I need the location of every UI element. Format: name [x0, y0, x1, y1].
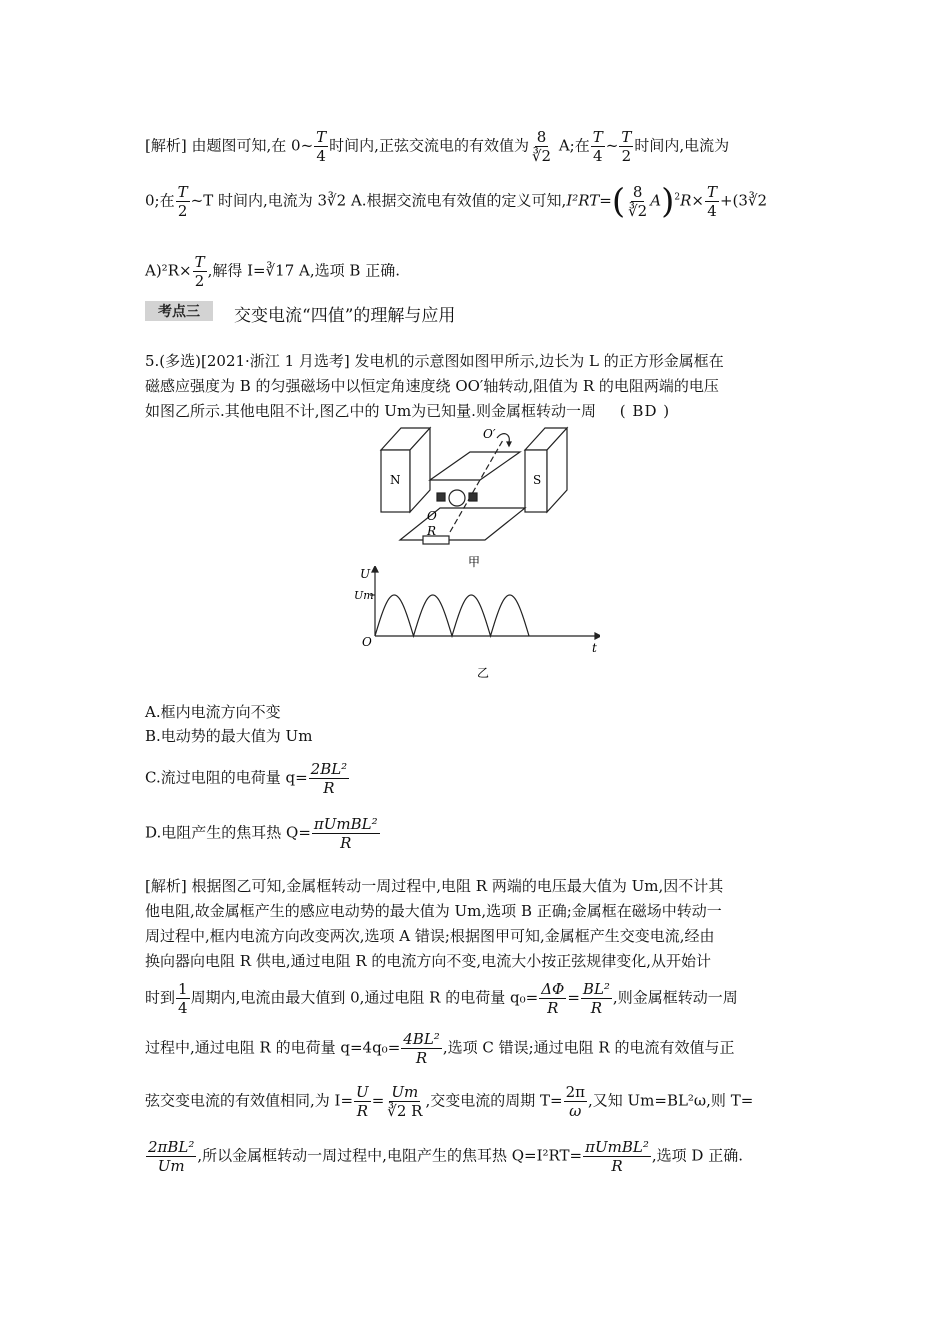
fraction-8-over-root2: $\frac{8}{∛2}$: [531, 128, 552, 165]
option-b: B.电动势的最大值为 Um: [145, 727, 313, 745]
um-label: Um: [354, 589, 374, 602]
answer: ( BD ): [619, 402, 671, 420]
origin-label: O: [362, 635, 372, 649]
u-axis-label: U: [360, 567, 371, 581]
analysis2-line8: $\frac{\text{2πBL²}}{Um}$ ,所以金属框转动一周过程中,电阻产生的焦耳热 Q=I²RT= $\frac{\text{πUmBL²}}{R}$ ,选项 D 正确.: [148, 1138, 743, 1175]
fraction-t-over-4: $\frac{T}{4}$: [316, 128, 327, 165]
t-axis-label: t: [592, 641, 597, 655]
question-line3: 如图乙所示.其他电阻不计,图乙中的 Um为已知量.则金属框转动一周 ( BD ): [145, 402, 671, 420]
o-label: O: [427, 509, 437, 523]
option-a: A.框内电流方向不变: [145, 703, 281, 721]
analysis2-line1: [解析] 根据图乙可知,金属框转动一周过程中,电阻 R 两端的电压最大值为 Um,因不计其: [145, 877, 724, 895]
analysis1-line3: A)²R× $\frac{T}{2}$ ,解得 I=∛17 A,选项 B 正确.: [145, 253, 400, 290]
option-c: C.流过电阻的电荷量 q= $\frac{\text{2BL²}}{R}$: [145, 760, 348, 797]
fraction-t-over-2b: $\frac{T}{2}$: [177, 183, 188, 220]
voltage-graph: [350, 566, 600, 686]
s-pole-label: S: [533, 473, 542, 487]
analysis1-line1: [解析] 由题图可知,在 0~ $\frac{T}{4}$ 时间内,正弦交流电的有效值为 $\frac{8}{∛2}$ A;在 $\frac{T}{4}$ ~ $\frac{T}{2}$ 时间内,电流为: [145, 128, 730, 165]
fraction-t-over-4b: $\frac{T}{4}$: [592, 128, 603, 165]
section-badge: 考点三: [145, 301, 213, 321]
section-title: 交变电流“四值”的理解与应用: [234, 306, 456, 326]
analysis2-line7: 弦交变电流的有效值相同,为 I= $\frac{U}{R}$ = $\frac{Um}{∛2 R}$ ,交变电流的周期 T= $\frac{2\pi}{\omega}$ ,又知 Um=BL²ω,则 T=: [145, 1083, 754, 1120]
analysis1-line2: 0;在 $\frac{T}{2}$ ~T 时间内,电流为 3∛2 A.根据交流电有效值的定义可知,I²RT=( $\frac{8}{∛2}$ A)$^2$R× $\frac{T}{4}$ +(3∛2: [145, 181, 768, 222]
analysis2-line5: 时到 $\frac{1}{4}$ 周期内,电流由最大值到 0,通过电阻 R 的电荷量 q₀= $\frac{\Delta\Phi}{R}$ = $\frac{\text{BL²}}{R}$ ,则金属框转动一周: [145, 980, 738, 1017]
r-label: R: [427, 524, 437, 538]
question-line1: 5.(多选)[2021·浙江 1 月选考] 发电机的示意图如图甲所示,边长为 L 的正方形金属框在: [145, 352, 724, 370]
analysis-label: [解析]: [145, 136, 187, 155]
fraction-t-over-2: $\frac{T}{2}$: [621, 128, 632, 165]
analysis2-line3: 周过程中,框内电流方向改变两次,选项 A 错误;根据图甲可知,金属框产生交变电流,经由: [145, 927, 715, 945]
rectified-sine-curve: [375, 595, 529, 636]
generator-diagram: [375, 420, 575, 570]
n-pole-label: N: [390, 473, 401, 487]
question-line2: 磁感应强度为 B 的匀强磁场中以恒定角速度绕 OO′轴转动,阻值为 R 的电阻两端的电压: [145, 377, 719, 395]
option-d: D.电阻产生的焦耳热 Q= $\frac{\text{πUmBL²}}{R}$: [145, 815, 378, 852]
o-prime-label: O′: [483, 427, 496, 441]
analysis2-line6: 过程中,通过电阻 R 的电荷量 q=4q₀= $\frac{\text{4BL²}}{R}$ ,选项 C 错误;通过电阻 R 的电流有效值与正: [145, 1030, 735, 1067]
analysis2-line4: 换向器向电阻 R 供电,通过电阻 R 的电流方向不变,电流大小按正弦规律变化,从开始计: [145, 952, 711, 970]
figure-yi-caption: 乙: [477, 666, 490, 680]
figure-jia-caption: 甲: [468, 555, 481, 569]
analysis2-line2: 他电阻,故金属框产生的感应电动势的最大值为 Um,选项 B 正确;金属框在磁场中转动一: [145, 902, 722, 920]
